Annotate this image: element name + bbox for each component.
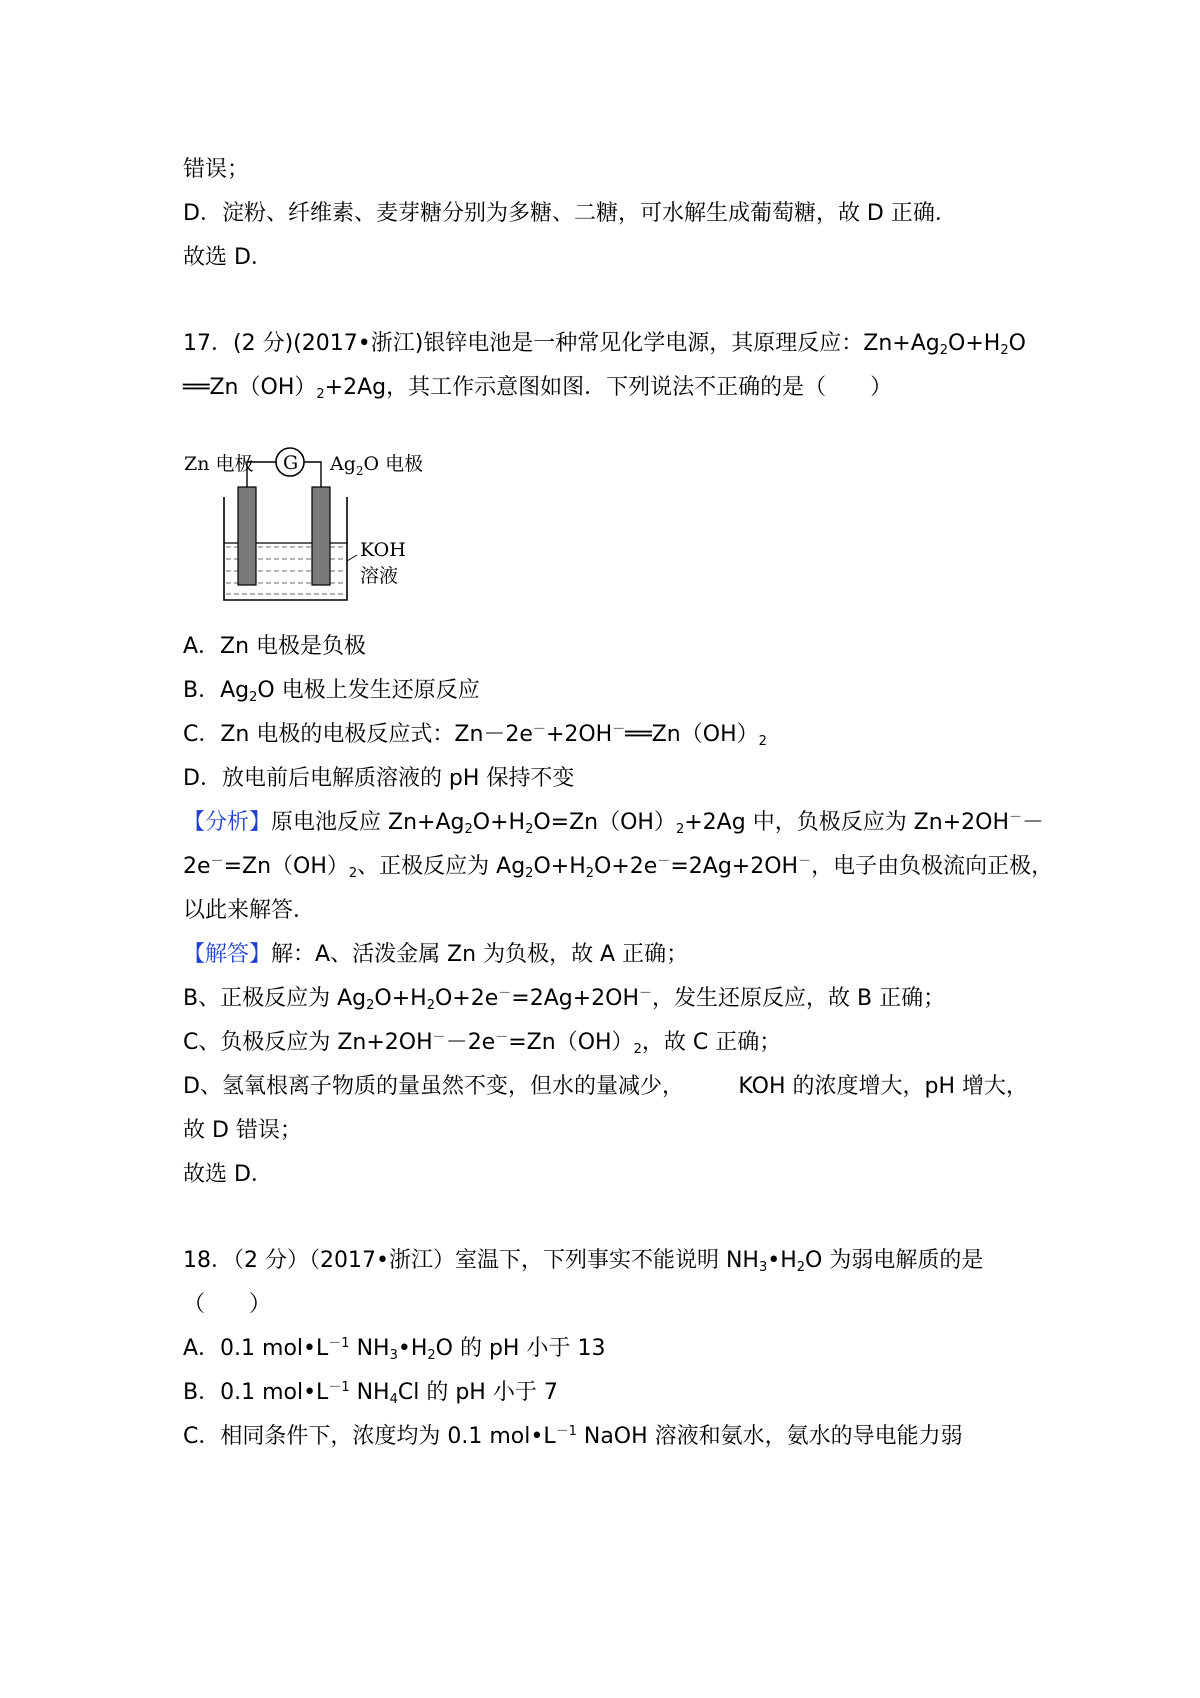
q18-option-a: A．0.1 $mol•L^{-1}$ $NH_3•H_2O$ 的 pH 小于 13	[183, 1336, 606, 1363]
q17-stem-line-1: 17．(2 分)(2017•浙江)银锌电池是一种常见化学电源，其原理反应：$Zn+Ag_2O+H_2O$	[183, 331, 1026, 358]
solution-pointer	[347, 555, 357, 561]
q17-answer-line-1: 【解答】解：A、活泼金属 Zn 为负极，故 A 正确；	[183, 942, 689, 967]
cell-diagram	[180, 443, 450, 608]
answer-tag: 【解答】	[183, 942, 272, 967]
q17-option-d: D．放电前后电解质溶液的 pH 保持不变	[183, 766, 575, 791]
galvanometer-label: G	[283, 452, 299, 474]
q17-answer-line-3: C、负极反应为 $Zn+2OH^--2e^-=Zn(OH)_2$，故 C 正确；	[183, 1030, 782, 1057]
zn-electrode	[238, 487, 256, 585]
solution-label-2: 溶液	[360, 565, 399, 587]
q17-answer-line-4: D、氢氧根离子物质的量虽然不变，但水的量减少， KOH 的浓度增大，pH 增大，	[183, 1074, 1028, 1099]
q17-option-b: B．$Ag_2O$ 电极上发生还原反应	[183, 678, 480, 705]
ag2o-electrode	[312, 487, 330, 585]
q17-analysis-line-1: 【分析】原电池反应 $Zn+Ag_2O+H_2O=Zn(OH)_2+2Ag$ 中，负极反应为 Zn+2OH－ －	[183, 810, 1045, 837]
q18-stem-line-1: 18．（2 分）（2017•浙江）室温下，下列事实不能说明 $NH_3•H_2O$ 为弱电解质的是	[183, 1248, 984, 1275]
q17-stem-line-2: $══Zn(OH)_2+2Ag$，其工作示意图如图．下列说法不正确的是（ ）	[183, 375, 893, 402]
prev-line-1: 错误；	[183, 157, 250, 182]
ag2o-electrode-label: $Ag_2O$ 电极	[330, 453, 424, 478]
zn-electrode-label: Zn 电极	[184, 453, 254, 475]
q17-answer-line-5: 故 D 错误；	[183, 1118, 302, 1143]
analysis-tag: 【分析】	[183, 810, 272, 835]
q17-answer-line-2: B、正极反应为 $Ag_2O+H_2O+2e^-=2Ag+2OH^-$，发生还原反应，故 B 正确；	[183, 986, 946, 1013]
q18-stem-line-2: （ ）	[183, 1292, 272, 1317]
prev-line-2: D．淀粉、纤维素、麦芽糖分别为多糖、二糖，可水解生成葡萄糖，故 D 正确．	[183, 201, 957, 226]
solution-label-1: KOH	[360, 539, 406, 561]
q18-option-b: B．0.1 $mol•L^{-1}$ $NH_4Cl$ 的 pH 小于 7	[183, 1380, 558, 1407]
q17-analysis-line-3: 以此来解答．	[183, 898, 316, 923]
wire-right	[304, 462, 321, 487]
prev-line-3: 故选 D．	[183, 245, 273, 270]
q17-option-c: C．Zn 电极的电极反应式：$Zn-2e^-+2OH^-══Zn(OH)_2$	[183, 722, 767, 749]
q17-analysis-line-2: $2e^-=Zn(OH)_2$、正极反应为 $Ag_2O+H_2O+2e^-=2Ag+2OH^-$，电子由负极流向正极，	[183, 854, 1054, 881]
q17-option-a: A．Zn 电极是负极	[183, 634, 367, 659]
q17-answer-line-6: 故选 D．	[183, 1162, 273, 1187]
q18-option-c: C．相同条件下，浓度均为 0.1 $mol•L^{-1}$ NaOH 溶液和氨水，氨水的导电能力弱	[183, 1424, 963, 1449]
